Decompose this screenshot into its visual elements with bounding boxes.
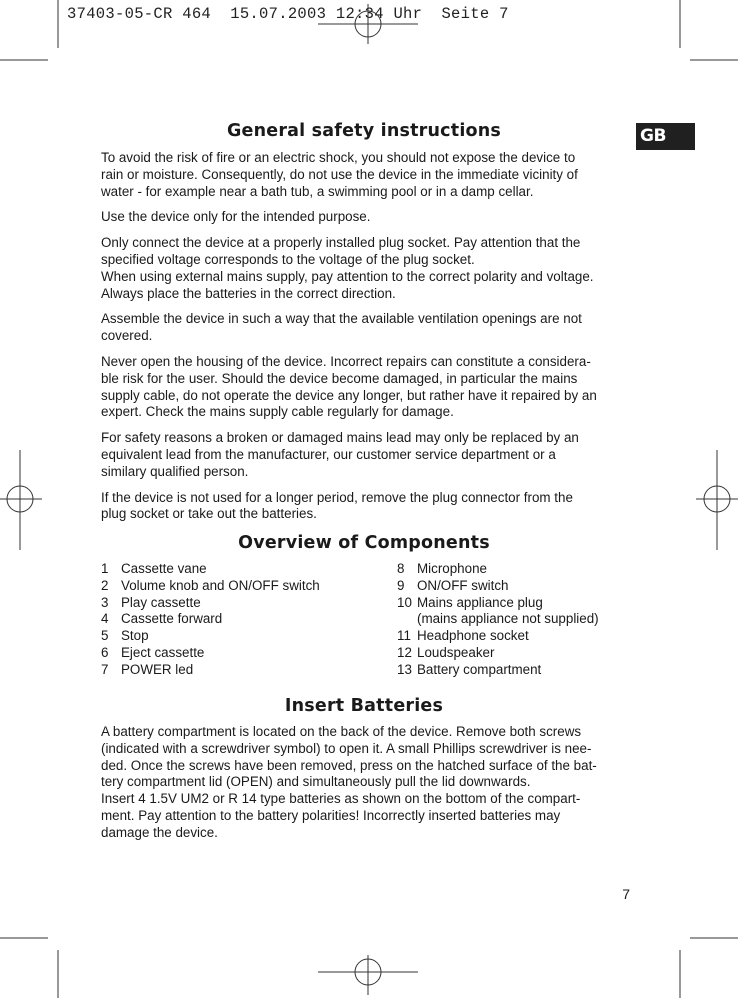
component-item [397,561,599,578]
safety-paragraph: If the device is not used for a longer period, remove the plug connector from the plug socket or take out the batteries. [101,489,573,522]
component-number: 7 [101,661,109,677]
component-item [101,645,320,662]
component-number: 1 [101,561,109,576]
component-number: 9 [397,577,405,593]
component-label: Play cassette [121,594,201,610]
component-label: Mains appliance plug (mains appliance not supplied) [417,594,599,627]
component-number: 8 [397,561,405,576]
safety-heading: General safety instructions [226,121,502,141]
component-number: 11 [397,628,411,644]
component-label: Microphone [417,561,487,576]
component-number: 4 [101,611,109,627]
component-label: Cassette forward [121,611,223,627]
component-number: 12 [397,644,412,660]
safety-paragraph: Only connect the device at a properly installed plug socket. Pay attention that the specified voltage corresponds to the voltage of the plug socket. When using external mains supply, pay attention to the correct polarity and voltage. Always place the batteries in the correct direction. [101,235,594,301]
component-item [101,611,320,628]
safety-paragraphs [101,150,631,523]
component-item [397,578,599,595]
component-label: Volume knob and ON/OFF switch [121,577,320,593]
component-item [397,595,599,629]
component-item [101,595,320,612]
component-number: 5 [101,628,109,644]
component-number: 13 [397,661,412,677]
registration-mark-right [696,450,738,550]
safety-paragraph: Use the device only for the intended purpose. [101,209,371,225]
components-list-right [397,561,599,679]
component-number: 3 [101,594,109,610]
batteries-paragraph: A battery compartment is located on the back of the device. Remove both screws (indicated with a screwdriver symbol) to open it. A small Phillips screwdriver is nee- ded. Once the screws have been removed, press on the hatched surface of the bat- tery compartment lid (OPEN) and simultaneously pull the lid downwards. Insert 4 1.5V UM2 or R 14 type batteries as shown on the bottom of the compart- ment. Pay attention to the battery polarities! Incorrectly inserted batteries may damage the device. [101,724,597,840]
safety-paragraph: Assemble the device in such a way that the available ventilation openings are not covered. [101,311,582,344]
component-label: ON/OFF switch [417,577,509,593]
batteries-heading: Insert Batteries [284,696,444,716]
batteries-body [101,724,631,842]
registration-mark-left [0,450,42,550]
registration-mark-bottom [318,955,418,995]
component-number: 10 [397,594,412,610]
safety-paragraph: Never open the housing of the device. Incorrect repairs can constitute a considera- ble risk for the user. Should the device become damaged, in particular the mains supply cable, do not operate the device any longer, but rather have it repaired by an expert. Check the mains supply cable regularly for damage. [101,353,597,420]
component-label: Cassette vane [121,561,207,576]
registration-mark-top [318,4,418,44]
component-label: Eject cassette [121,644,205,660]
language-tab: GB [636,123,695,150]
component-number: 6 [101,644,109,660]
component-item [397,628,599,645]
component-item [101,578,320,595]
component-label: Battery compartment [417,661,542,677]
component-label: Loudspeaker [417,644,495,660]
components-list-left [101,561,320,679]
component-item [101,561,320,578]
component-item [397,645,599,662]
page-number: 7 [622,886,630,902]
safety-paragraph: To avoid the risk of fire or an electric shock, you should not expose the device to rain or moisture. Consequently, do not use the device in the immediate vicinity of water - for example near a bath tub, a swimming pool or in a damp cellar. [101,150,578,199]
component-item [397,662,599,679]
components-heading: Overview of Components [238,533,490,553]
print-slug: 37403-05-CR 464 15.07.2003 12:34 Uhr Seite 7 [67,5,509,23]
component-number: 2 [101,577,109,593]
component-item [101,628,320,645]
component-label: POWER led [121,661,194,677]
component-label: Headphone socket [417,628,529,644]
safety-paragraph: For safety reasons a broken or damaged mains lead may only be replaced by an equivalent lead from the manufacturer, our customer service department or a similary qualified person. [101,430,579,479]
component-item [101,662,320,679]
component-label: Stop [121,628,149,644]
